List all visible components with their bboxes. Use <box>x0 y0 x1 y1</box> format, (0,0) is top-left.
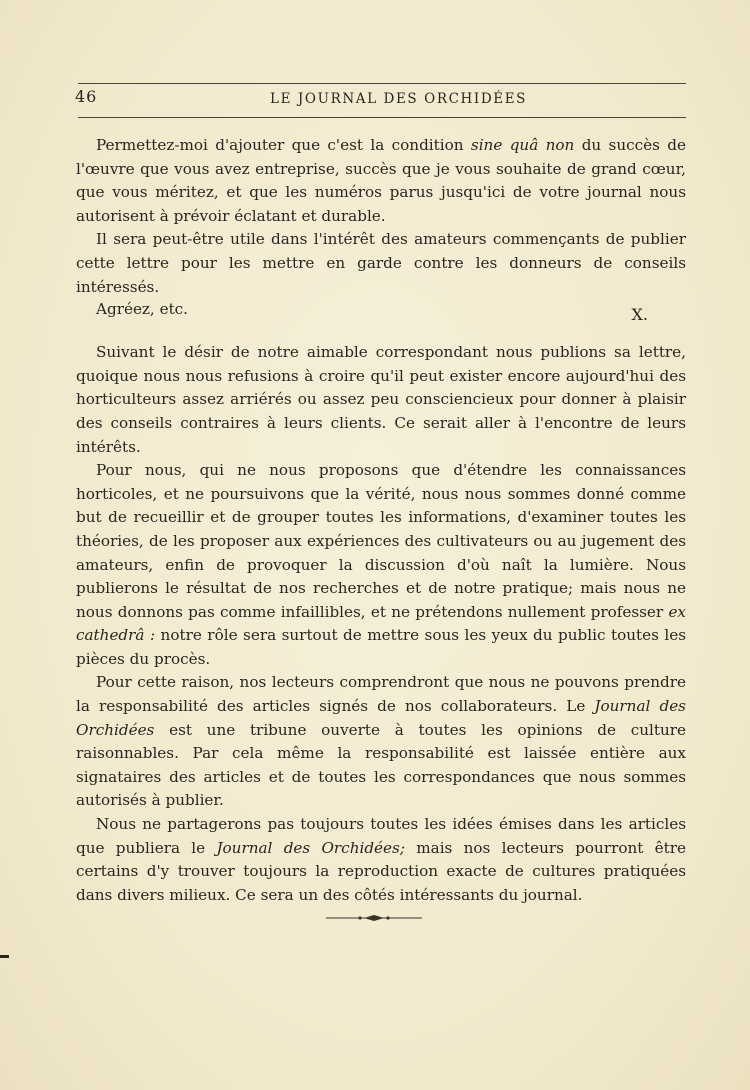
margin-mark <box>0 955 9 958</box>
text-run: Pour nous, qui ne nous proposons que d'étendre les connaissances horticoles, et ne poursuivons que la vérité, nous nous sommes donné comme but de recueillir et de grouper toutes les informations, d'examiner toutes les théories, de les proposer aux expériences des cultivateurs ou au jugement des amateurs, enfin de provoquer la discussion d'où naît la lumière. Nous publierons le résultat de nos recherches et de notre pratique; mais nous ne nous donnons pas comme infaillibles, et ne prétendons nullement professer <box>76 461 686 621</box>
ornament-divider-icon <box>324 911 424 925</box>
text-run: Pour cette raison, nos lecteurs comprendront que nous ne pouvons prendre la responsabilité des articles signés de nos collaborateurs. Le <box>76 673 686 716</box>
text-run: notre rôle sera surtout de mettre sous les yeux du public toutes les pièces du procès. <box>76 626 686 668</box>
text-run: Permettez-moi d'ajouter que c'est la condition <box>96 136 471 154</box>
response-paragraph-1: Suivant le désir de notre aimable correspondant nous publions sa lettre, quoique nous nous refusions à croire qu'il peut exister encore aujourd'hui des horticulteurs assez arriérés ou assez peu consciencieux pour donner à plaisir des conseils contraires à leurs clients. Ce serait aller à l'encontre de leurs intérêts. <box>76 343 686 456</box>
journal-title: Journal des Orchidées <box>76 697 686 739</box>
running-head: LE JOURNAL DES ORCHIDÉES <box>270 91 528 107</box>
response-paragraph-4 <box>76 813 686 907</box>
page-number: 46 <box>75 87 98 106</box>
letter-paragraph-1 <box>76 134 686 228</box>
body-text <box>76 134 686 907</box>
signature: X. <box>631 305 648 325</box>
italic-phrase: sine quâ non <box>470 136 575 154</box>
text-run: est une tribune ouverte à toutes les opinions de culture raisonnables. Par cela même la responsabilité est laissée entière aux signataires des articles et de toutes les correspondances que nous sommes autorisés à publier. <box>76 720 686 810</box>
response-paragraph-2 <box>76 459 686 671</box>
text-run: du succès de l'œuvre que vous avez entreprise, succès que je vous souhaite de grand cœur, que vous méritez, et que les numéros parus jusqu'ici de votre journal nous autorisent à prévoir éclatant et durable. <box>76 136 687 225</box>
closing-salutation: Agréez, etc. <box>96 300 189 319</box>
header-rule-top <box>78 83 686 84</box>
text-run: Nous ne partagerons pas toujours toutes les idées émises dans les articles que publiera le <box>76 815 686 857</box>
closing-line <box>76 298 686 325</box>
letter-paragraph-2: Il sera peut-être utile dans l'intérêt des amateurs commençants de publier cette lettre pour les mettre en garde contre les donneurs de conseils intéressés. <box>76 230 686 296</box>
text-run: mais nos lecteurs pourront être certains d'y trouver toujours la reproduction exacte de cultures pratiquées dans divers milieux. Ce sera un des côtés intéressants du journal. <box>76 838 687 904</box>
journal-title: Journal des Orchidées; <box>216 838 405 857</box>
response-paragraph-3 <box>76 671 686 813</box>
header-rule-bottom <box>78 117 686 118</box>
italic-phrase: ex cathedrâ : <box>76 602 686 645</box>
